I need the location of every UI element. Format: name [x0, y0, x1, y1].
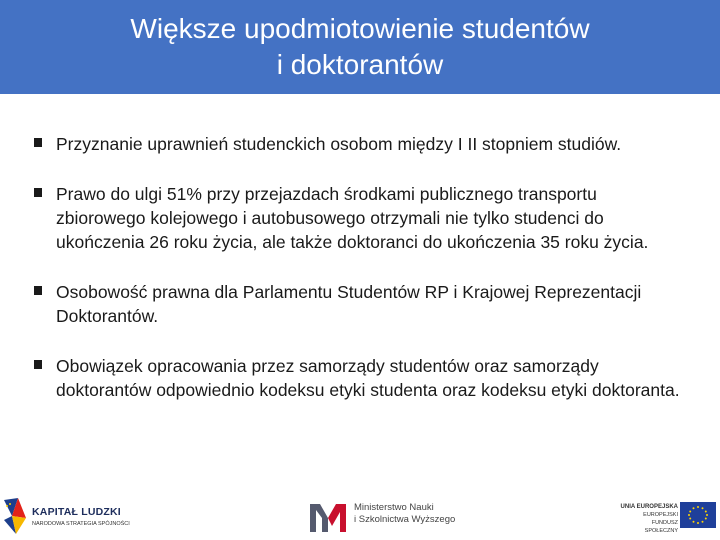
bullet-text: Prawo do ulgi 51% przy przejazdach środkami publicznego transportu zbiorowego kolejowego i autobusowego otrzymali nie tylko studenci do ukończenia 26 roku życia, ale także doktoranci do ukończenia 35 roku życia.: [56, 184, 649, 252]
square-bullet-icon: [34, 360, 42, 369]
bullet-item: [34, 132, 684, 156]
eu-line2: EUROPEJSKI: [643, 512, 678, 518]
ministry-logo-icon: [308, 498, 348, 534]
bullet-item: [34, 354, 684, 402]
kapital-ludzki-name: KAPITAŁ LUDZKI: [32, 506, 121, 518]
square-bullet-icon: [34, 188, 42, 197]
kapital-ludzki-subtitle: NARODOWA STRATEGIA SPÓJNOŚCI: [32, 521, 130, 527]
ministry-line1: Ministerstwo Nauki: [354, 502, 434, 513]
bullet-text: Obowiązek opracowania przez samorządy studentów oraz samorządy doktorantów odpowiednio kodeksu etyki studenta oraz kodeksu etyki doktoranta.: [56, 356, 680, 400]
footer-logos: [0, 490, 720, 540]
bullet-list: [34, 132, 684, 428]
bullet-item: [34, 280, 684, 328]
bullet-text: Osobowość prawna dla Parlamentu Studentów RP i Krajowej Reprezentacji Doktorantów.: [56, 282, 642, 326]
bullet-item: [34, 182, 684, 254]
ministry-name: [354, 502, 455, 526]
slide-title-line1: Większe upodmiotowienie studentów: [130, 13, 590, 44]
eu-line1: UNIA EUROPEJSKA: [620, 504, 678, 510]
slide-title: [130, 11, 589, 83]
square-bullet-icon: [34, 286, 42, 295]
ministry-line2: i Szkolnictwa Wyższego: [354, 514, 456, 525]
eu-line3: FUNDUSZ SPOŁECZNY: [644, 520, 678, 534]
slide-header: [0, 0, 720, 94]
kapital-ludzki-logo-icon: [2, 496, 30, 536]
eu-flag-icon: [680, 502, 716, 528]
eu-logo: [610, 500, 720, 536]
slide-title-line2: i doktorantów: [276, 49, 444, 80]
square-bullet-icon: [34, 138, 42, 147]
ministry-logo: [308, 498, 458, 538]
kapital-ludzki-logo: [2, 496, 132, 536]
bullet-text: Przyznanie uprawnień studenckich osobom między I II stopniem studiów.: [56, 134, 622, 154]
eu-text: [618, 503, 678, 535]
